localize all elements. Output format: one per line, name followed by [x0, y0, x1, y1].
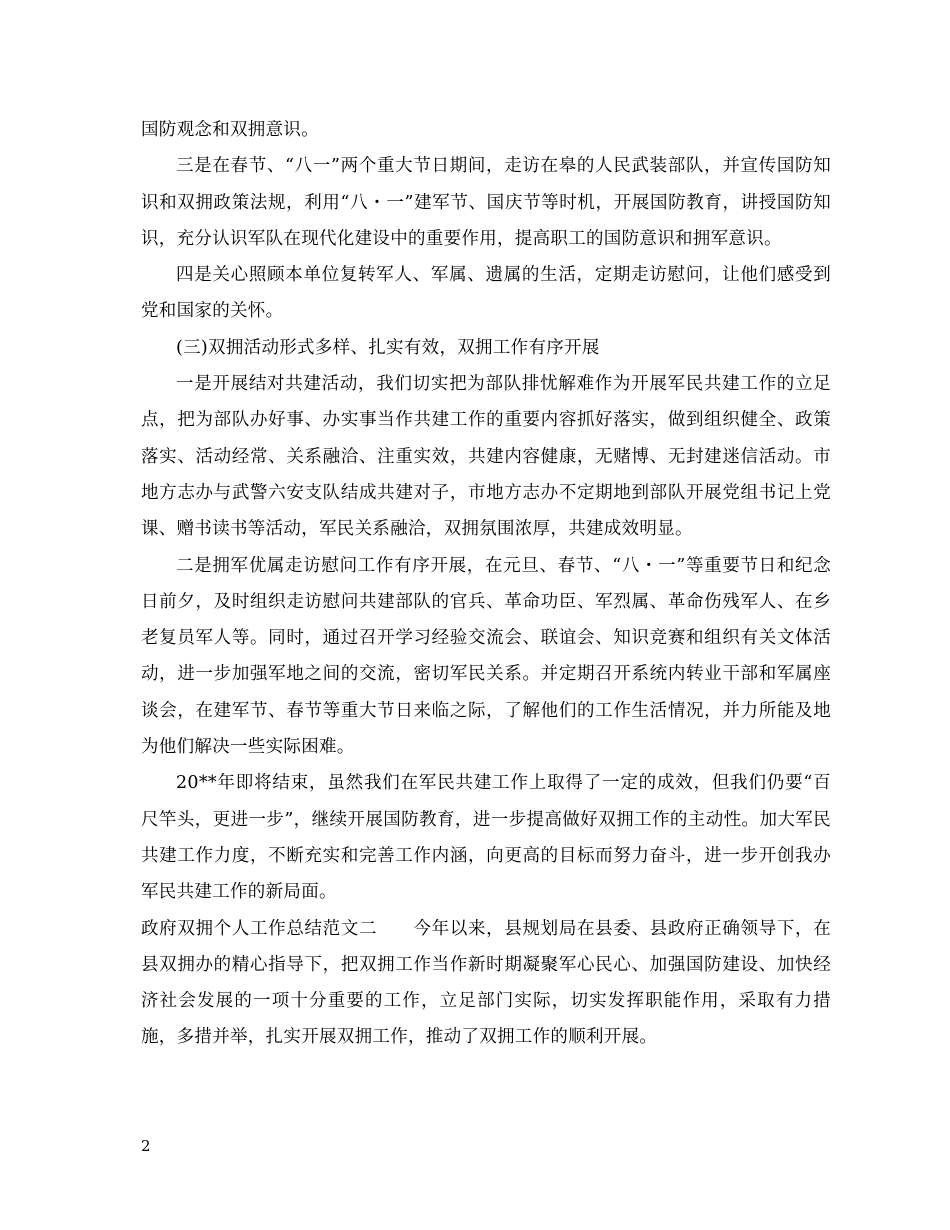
paragraph-8: 政府双拥个人工作总结范文二 今年以来，县规划局在县委、县政府正确领导下，在县双拥办的精心指导下，把双拥工作当作新时期凝聚军心民心、加强国防建设、加快经济社会发展的一项十分重要的工作，立足部门实际，切实发挥职能作用，采取有力措施，多措并举，扎实开展双拥工作，推动了双拥工作的顺利开展。 — [141, 918, 831, 1048]
paragraph-5: 一是开展结对共建活动，我们切实把为部队排忧解难作为开展军民共建工作的立足点，把为部队办好事、办实事当作共建工作的重要内容抓好落实，做到组织健全、政策落实、活动经常、关系融洽、注重实效，共建内容健康，无赌博、无封建迷信活动。市地方志办与武警六安支队结成共建对子，市地方志办不定期地到部队开展党组书记上党课、赠书读书等活动，军民关系融洽，双拥氛围浓厚，共建成效明显。 — [141, 374, 831, 540]
paragraph-7: 20**年即将结束，虽然我们在军民共建工作上取得了一定的成效，但我们仍要“百尺竿头，更进一步”，继续开展国防教育，进一步提高做好双拥工作的主动性。加大军民共建工作力度，不断充实和完善工作内涵，向更高的目标而努力奋斗，进一步开创我办军民共建工作的新局面。 — [141, 773, 831, 903]
paragraph-3: 四是关心照顾本单位复转军人、军属、遗属的生活，定期走访慰问，让他们感受到党和国家的关怀。 — [141, 265, 831, 322]
paragraph-1: 国防观念和双拥意识。 — [141, 120, 319, 140]
paragraph-2: 三是在春节、“八一”两个重大节日期间，走访在皋的人民武装部队，并宣传国防知识和双拥政策法规，利用“八・一”建军节、国庆节等时机，开展国防教育，讲授国防知识，充分认识军队在现代化建设中的重要作用，提高职工的国防意识和拥军意识。 — [141, 156, 831, 249]
paragraph-6: 二是拥军优属走访慰问工作有序开展，在元旦、春节、“八・一”等重要节日和纪念日前夕，及时组织走访慰问共建部队的官兵、革命功臣、军烈属、革命伤残军人、在乡老复员军人等。同时，通过召开学习经验交流会、联谊会、知识竞赛和组织有关文体活动，进一步加强军地之间的交流，密切军民关系。并定期召开系统内转业干部和军属座谈会，在建军节、春节等重大节日来临之际，了解他们的工作生活情况，并力所能及地为他们解决一些实际困难。 — [141, 555, 831, 758]
page-number: 2 — [141, 1137, 151, 1155]
document-body — [141, 112, 831, 1056]
section-heading: (三)双拥活动形式多样、扎实有效，双拥工作有序开展 — [176, 337, 600, 358]
